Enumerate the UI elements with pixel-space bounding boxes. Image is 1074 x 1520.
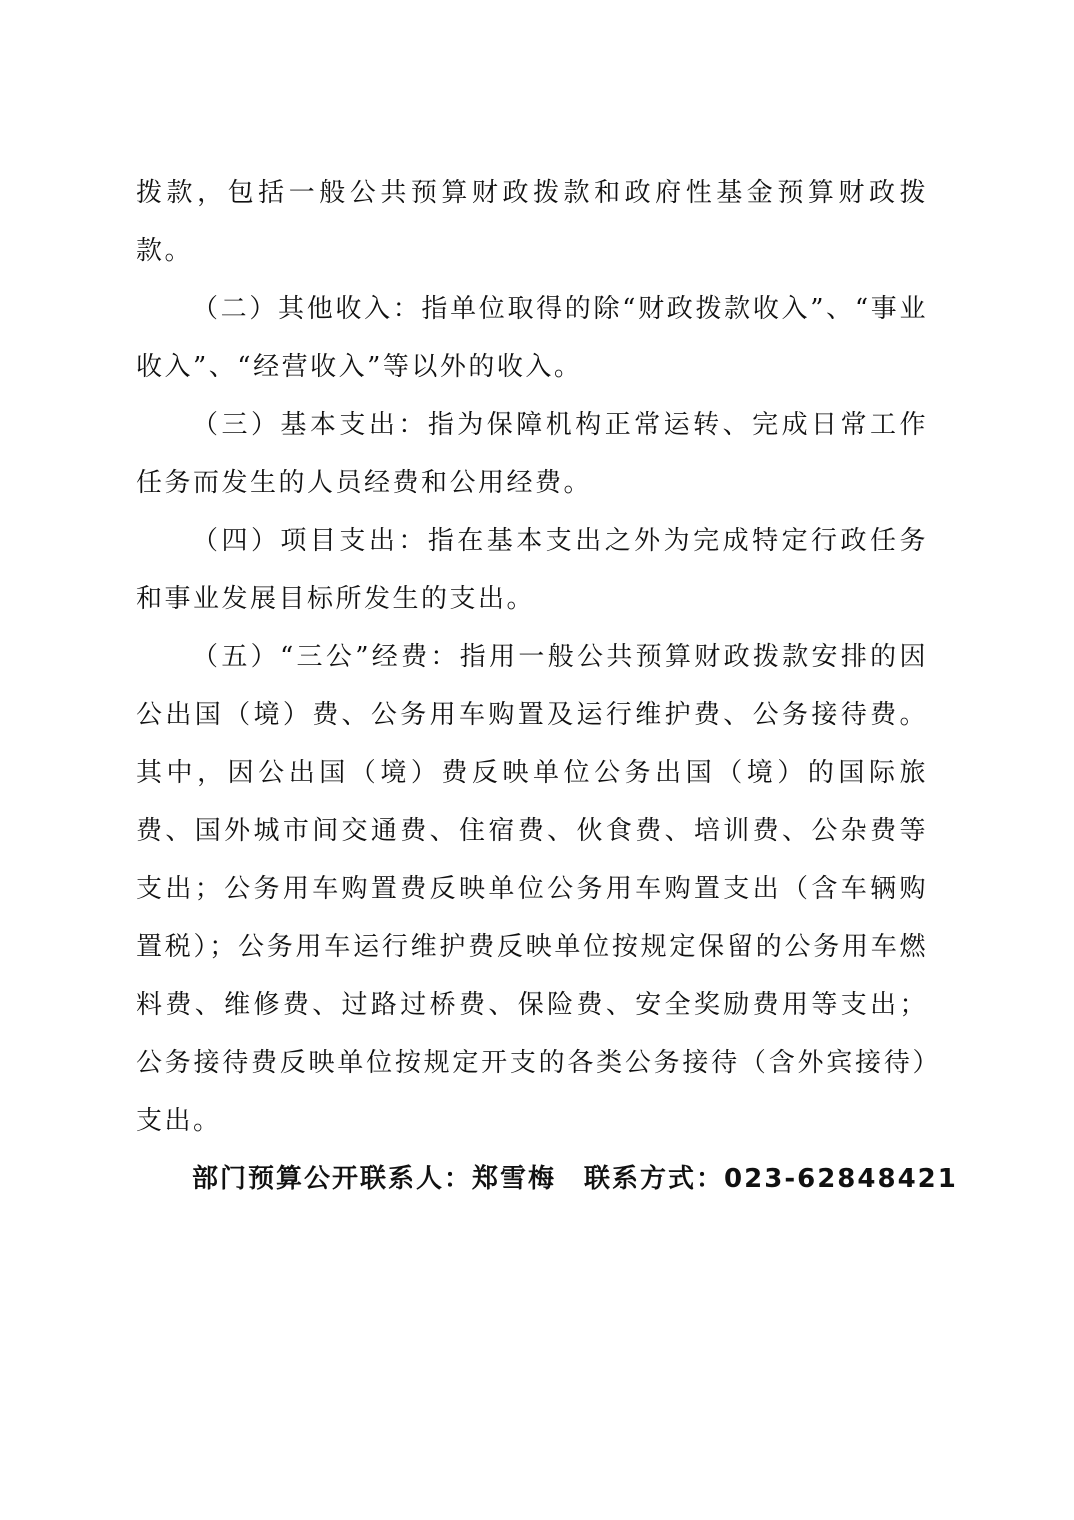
- contact-person-name: 郑雪梅: [472, 1164, 557, 1194]
- paragraph-continuation: 拨款，包括一般公共预算财政拨款和政府性基金预算财政拨款。: [136, 178, 928, 266]
- document-body: [136, 164, 958, 1208]
- paragraph-project-expenditure: （四）项目支出：指在基本支出之外为完成特定行政任务和事业发展目标所发生的支出。: [136, 526, 928, 614]
- paragraph-other-income: （二）其他收入：指单位取得的除“财政拨款收入”、“事业收入”、“经营收入”等以外的收入。: [136, 294, 928, 382]
- paragraph-basic-expenditure: （三）基本支出：指为保障机构正常运转、完成日常工作任务而发生的人员经费和公用经费。: [136, 410, 928, 498]
- contact-line: [136, 1150, 958, 1208]
- paragraph-three-public-expenses: （五）“三公”经费：指用一般公共预算财政拨款安排的因公出国（境）费、公务用车购置及运行维护费、公务接待费。其中，因公出国（境）费反映单位公务出国（境）的国际旅费、国外城市间交通费、住宿费、伙食费、培训费、公杂费等支出；公务用车购置费反映单位公务用车购置支出（含车辆购置税）；公务用车运行维护费反映单位按规定保留的公务用车燃料费、维修费、过路过桥费、保险费、安全奖励费用等支出；公务接待费反映单位按规定开支的各类公务接待（含外宾接待）支出。: [136, 642, 928, 1136]
- contact-phone: 023-62848421: [724, 1164, 958, 1194]
- contact-person-label: 部门预算公开联系人：: [192, 1164, 473, 1194]
- contact-method-label: 联系方式：: [584, 1164, 725, 1194]
